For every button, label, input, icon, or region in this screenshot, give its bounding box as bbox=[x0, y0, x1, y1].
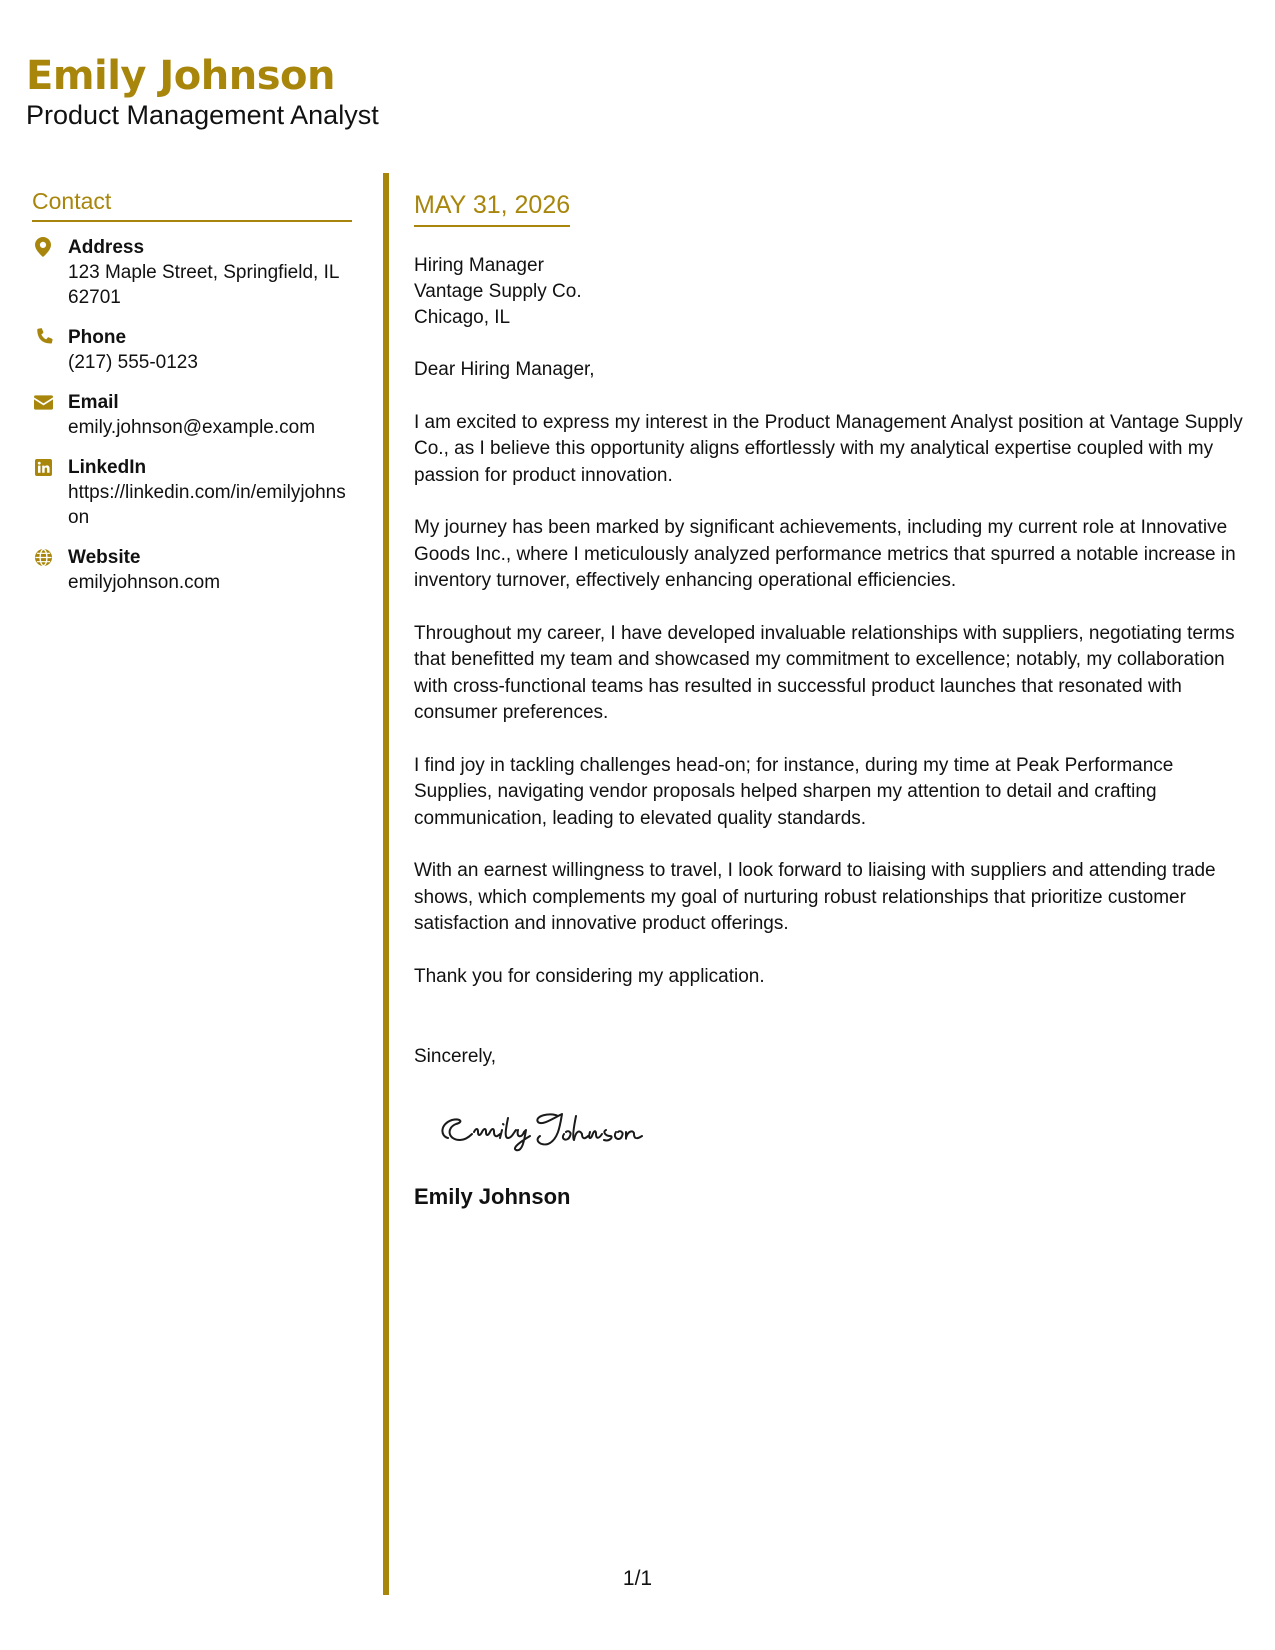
contact-heading: Contact bbox=[32, 186, 352, 222]
letter-paragraph: Throughout my career, I have developed invaluable relationships with suppliers, negotiating terms that benefitted my team and showcased my commitment to excellence; notably, my collaboration with cross-functional teams has resulted in successful product launches that resonated with consumer preferences. bbox=[414, 622, 1235, 723]
recipient-company: Vantage Supply Co. bbox=[414, 281, 582, 302]
recipient-location: Chicago, IL bbox=[414, 307, 511, 328]
applicant-name: Emily Johnson bbox=[26, 53, 336, 99]
letter-paragraph: I find joy in tackling challenges head-on; for instance, during my time at Peak Performance Supplies, navigating vendor proposals helped sharpen my attention to detail and crafting communication, leading to elevated quality standards. bbox=[414, 754, 1174, 829]
letter-paragraph: My journey has been marked by significant achievements, including my current role at Innovative Goods Inc., where I meticulously analyzed performance metrics that spurred a notable increase in inventory turnover, effectively enhancing operational efficiencies. bbox=[414, 517, 1236, 591]
letter-date: MAY 31, 2026 bbox=[414, 188, 570, 227]
contact-linkedin bbox=[32, 456, 352, 530]
recipient-block bbox=[414, 253, 1249, 331]
map-pin-icon bbox=[32, 236, 54, 258]
address-value: 123 Maple Street, Springfield, IL 62701 bbox=[68, 262, 339, 308]
contact-email bbox=[32, 391, 352, 440]
letter-paragraph: Thank you for considering my application. bbox=[414, 965, 765, 987]
handwritten-signature bbox=[430, 1096, 670, 1156]
letter-paragraph: I am excited to express my interest in the Product Management Analyst position at Vantage Supply Co., as I believe this opportunity aligns effortlessly with my analytical expertise coupled with my passion for product innovation. bbox=[414, 411, 1243, 486]
email-value: emily.johnson@example.com bbox=[68, 417, 316, 438]
contact-sidebar bbox=[32, 186, 352, 611]
website-value: emilyjohnson.com bbox=[68, 572, 221, 593]
envelope-icon bbox=[32, 391, 54, 413]
contact-address bbox=[32, 236, 352, 310]
page-number: 1/1 bbox=[622, 1567, 653, 1590]
linkedin-icon bbox=[32, 456, 54, 478]
phone-value: (217) 555-0123 bbox=[68, 352, 198, 373]
letter-paragraph: With an earnest willingness to travel, I look forward to liaising with suppliers and attending trade shows, which complements my goal of nurturing robust relationships that prioritize customer satisfaction and innovative product offerings. bbox=[414, 860, 1216, 934]
column-divider bbox=[383, 173, 389, 1595]
contact-label: LinkedIn bbox=[68, 457, 147, 478]
salutation: Dear Hiring Manager, bbox=[414, 359, 595, 380]
phone-icon bbox=[32, 326, 54, 348]
closing: Sincerely, bbox=[414, 1046, 497, 1067]
contact-label: Address bbox=[68, 237, 145, 258]
contact-label: Website bbox=[68, 547, 141, 568]
globe-icon bbox=[32, 546, 54, 568]
linkedin-value: https://linkedin.com/in/emilyjohnson bbox=[68, 482, 346, 528]
letter-body bbox=[414, 188, 1249, 1211]
contact-website bbox=[32, 546, 352, 595]
recipient-name: Hiring Manager bbox=[414, 255, 544, 276]
signer-name: Emily Johnson bbox=[414, 1184, 571, 1209]
contact-label: Phone bbox=[68, 327, 127, 348]
contact-label: Email bbox=[68, 392, 119, 413]
job-title: Product Management Analyst bbox=[26, 100, 379, 130]
contact-phone bbox=[32, 326, 352, 375]
